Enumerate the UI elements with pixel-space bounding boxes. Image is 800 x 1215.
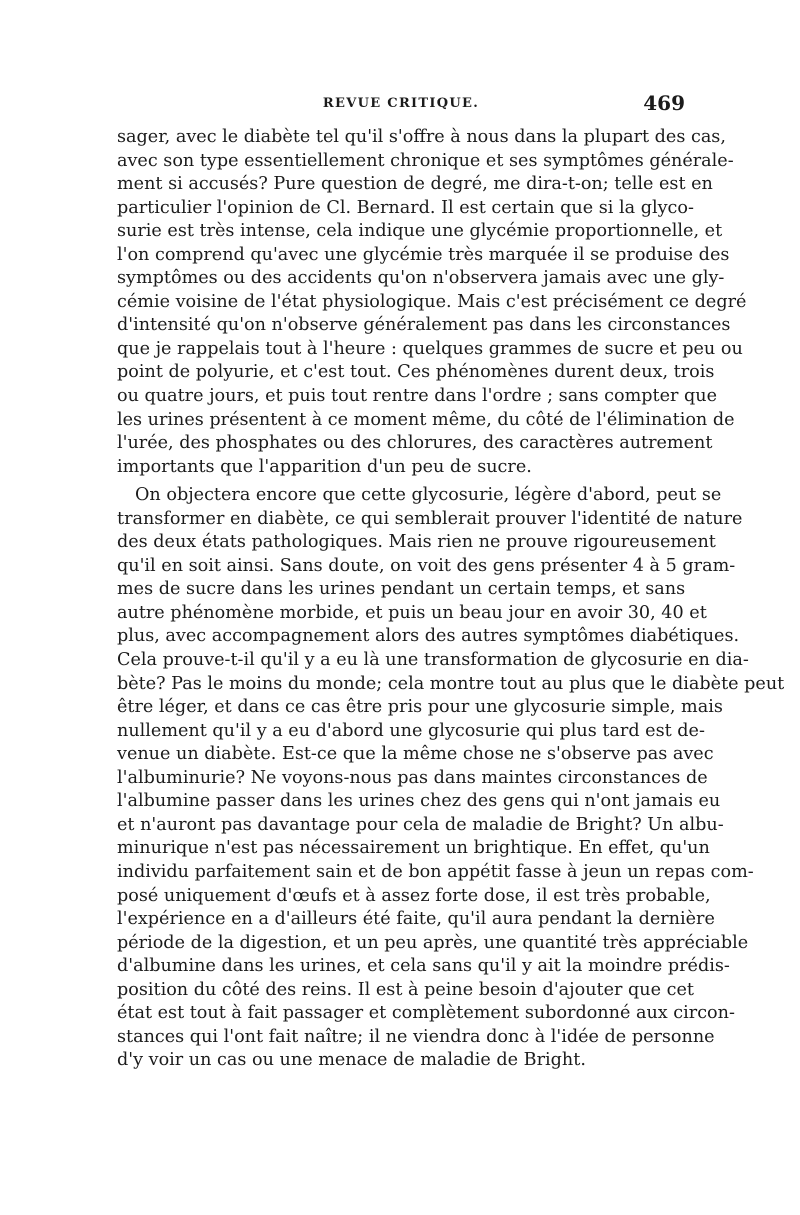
text-line: qu'il en soit ainsi. Sans doute, on voit des gens présenter 4 à 5 gram- [117, 555, 736, 576]
text-line: sager, avec le diabète tel qu'il s'offre à nous dans la plupart des cas, [117, 127, 726, 147]
text-line: l'albumine passer dans les urines chez des gens qui n'ont jamais eu [117, 791, 721, 812]
running-head [117, 91, 685, 120]
text-line: Cela prouve-t-il qu'il y a eu là une transformation de glycosurie en dia- [117, 650, 749, 671]
text-line: d'intensité qu'on n'observe généralement pas dans les circonstances [117, 315, 731, 336]
text-line: ou quatre jours, et puis tout rentre dans l'ordre ; sans compter que [117, 386, 718, 407]
text-line: individu parfaitement sain et de bon appétit fasse à jeun un repas com- [117, 861, 754, 882]
text-line: les urines présentent à ce moment même, du côté de l'élimination de [117, 409, 735, 430]
text-line: avec son type essentiellement chronique et ses symptômes générale- [117, 150, 734, 171]
text-line: symptômes ou des accidents qu'on n'observera jamais avec une gly- [117, 268, 725, 289]
text-line: cémie voisine de l'état physiologique. Mais c'est précisément ce degré [117, 291, 747, 312]
text-line: venue un diabète. Est-ce que la même chose ne s'observe pas avec [117, 744, 714, 765]
text-line: des deux états pathologiques. Mais rien ne prouve rigoureusement [117, 532, 716, 553]
text-line: position du côté des reins. Il est à peine besoin d'ajouter que cet [117, 979, 694, 1000]
text-line: posé uniquement d'œufs et à assez forte dose, il est très probable, [117, 885, 711, 906]
text-line: nullement qu'il y a eu d'abord une glycosurie qui plus tard est de- [117, 720, 705, 741]
page-number: 469 [643, 91, 685, 115]
paragraph [117, 126, 747, 479]
running-title: REVUE CRITIQUE. [322, 96, 480, 111]
text-line: surie est très intense, cela indique une glycémie proportionnelle, et [117, 221, 723, 242]
text-line: mes de sucre dans les urines pendant un certain temps, et sans [117, 579, 686, 600]
text-line: autre phénomène morbide, et puis un beau jour en avoir 30, 40 et [117, 602, 707, 623]
text-line: l'urée, des phosphates ou des chlorures, des caractères autrement [117, 433, 713, 454]
text-line: période de la digestion, et un peu après, une quantité très appréciable [117, 932, 749, 953]
text-line: d'albumine dans les urines, et cela sans qu'il y ait la moindre prédis- [117, 956, 730, 977]
text-line: que je rappelais tout à l'heure : quelques grammes de sucre et peu ou [117, 338, 743, 359]
text-line: bète? Pas le moins du monde; cela montre tout au plus que le diabète peut [117, 673, 785, 694]
text-line: l'albuminurie? Ne voyons-nous pas dans maintes circonstances de [117, 767, 708, 788]
text-line: point de polyurie, et c'est tout. Ces phénomènes durent deux, trois [117, 362, 715, 383]
text-line: importants que l'apparition d'un peu de sucre. [117, 456, 532, 477]
text-line: particulier l'opinion de Cl. Bernard. Il est certain que si la glyco- [117, 197, 694, 218]
body-text [117, 126, 785, 1073]
paragraph [117, 484, 785, 1073]
text-line: être léger, et dans ce cas être pris pour une glycosurie simple, mais [117, 697, 723, 718]
text-line: et n'auront pas davantage pour cela de maladie de Bright? Un albu- [117, 814, 724, 835]
text-line: stances qui l'ont fait naître; il ne viendra donc à l'idée de personne [117, 1026, 715, 1047]
text-line: l'on comprend qu'avec une glycémie très marquée il se produise des [117, 244, 730, 265]
text-line: plus, avec accompagnement alors des autres symptômes diabétiques. [117, 626, 740, 647]
text-line: d'y voir un cas ou une menace de maladie de Bright. [117, 1050, 586, 1071]
text-line: état est tout à fait passager et complètement subordonné aux circon- [117, 1003, 735, 1024]
text-line: ment si accusés? Pure question de degré, me dira-t-on; telle est en [117, 174, 713, 195]
text-line: On objectera encore que cette glycosurie, légère d'abord, peut se [135, 485, 722, 506]
text-line: l'expérience en a d'ailleurs été faite, qu'il aura pendant la dernière [117, 909, 715, 930]
text-line: minurique n'est pas nécessairement un brightique. En effet, qu'un [117, 838, 710, 859]
text-line: transformer en diabète, ce qui semblerait prouver l'identité de nature [117, 508, 743, 529]
